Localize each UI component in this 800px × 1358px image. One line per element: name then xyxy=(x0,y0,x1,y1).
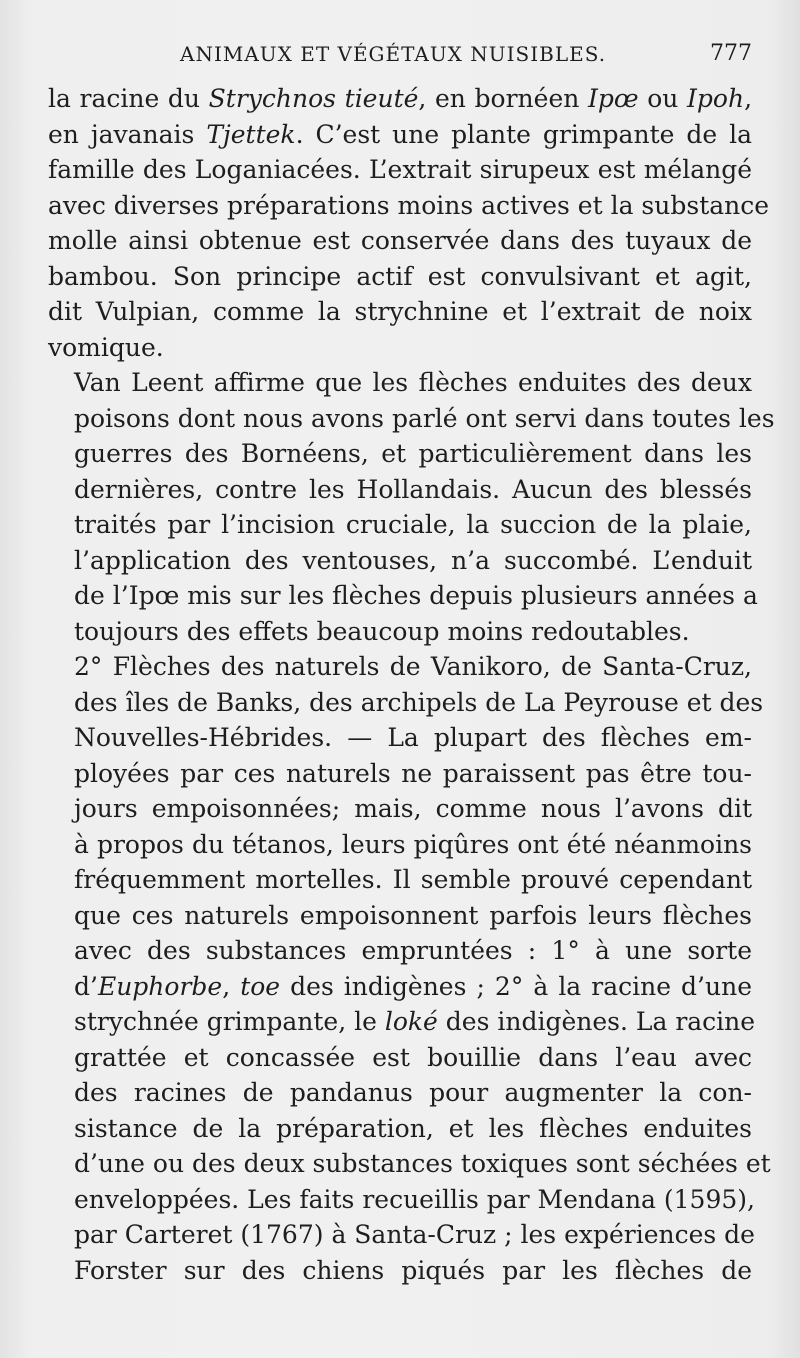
text-line: que ces naturels empoisonnent parfois leurs flèches xyxy=(74,900,752,930)
body-text xyxy=(48,81,775,1288)
text-line: d’une ou des deux substances toxiques sont séchées et xyxy=(74,1149,771,1178)
text-line: la racine du Strychnos tieuté, en bornéen Ipœ ou Ipoh, xyxy=(48,84,753,113)
italic-term: toe xyxy=(240,971,281,1001)
text-line: ployées par ces naturels ne paraissent pas être tou- xyxy=(74,758,752,788)
text-line: Nouvelles-Hébrides. — La plupart des flèches em- xyxy=(74,723,752,752)
text-line: des îles de Banks, des archipels de La Peyrouse et des xyxy=(74,687,764,717)
text-line: famille des Loganiacées. L’extrait sirupeux est mélangé xyxy=(48,155,752,184)
text-line: Van Leent affirme que les flèches enduites des deux xyxy=(74,368,752,397)
text-line: sistance de la préparation, et les flèches enduites xyxy=(74,1113,752,1143)
running-title: ANIMAUX ET VÉGÉTAUX NUISIBLES. xyxy=(180,42,607,66)
text-line: fréquemment mortelles. Il semble prouvé cependant xyxy=(74,865,752,894)
page-header xyxy=(0,34,800,74)
text-line: par Carteret (1767) à Santa-Cruz ; les expériences de xyxy=(74,1220,755,1249)
italic-term: Strychnos tieuté xyxy=(208,84,419,113)
text-line: avec diverses préparations moins actives et la substance xyxy=(48,190,770,220)
text-line: d’Euphorbe, toe des indigènes ; 2° à la racine d’une xyxy=(74,971,752,1001)
text-line: vomique. xyxy=(48,332,164,362)
text-line: dit Vulpian, comme la strychnine et l’extrait de noix xyxy=(48,297,752,326)
text-line: avec des substances empruntées : 1° à une sorte xyxy=(74,936,752,965)
italic-term: Tjettek xyxy=(206,119,296,149)
paragraph xyxy=(48,81,770,365)
text-line: dernières, contre les Hollandais. Aucun des blessés xyxy=(74,474,752,504)
text-line: en javanais Tjettek. C’est une plante grimpante de la xyxy=(48,119,752,149)
text-line: traités par l’incision cruciale, la succion de la plaie, xyxy=(74,510,752,539)
italic-term: Euphorbe xyxy=(97,971,223,1001)
text-line: des racines de pandanus pour augmenter la con- xyxy=(74,1078,752,1107)
paragraph xyxy=(48,365,775,649)
italic-term: Ipoh xyxy=(687,84,745,113)
text-line: poisons dont nous avons parlé ont servi dans toutes les xyxy=(74,403,775,433)
text-line: à propos du tétanos, leurs piqûres ont été néanmoins xyxy=(74,829,752,859)
text-line: strychnée grimpante, le loké des indigènes. La racine xyxy=(74,1007,756,1036)
text-line: jours empoisonnées; mais, comme nous l’avons dit xyxy=(74,794,752,823)
text-line: grattée et concassée est bouillie dans l’eau avec xyxy=(74,1042,752,1072)
paragraph xyxy=(48,649,771,1288)
text-line: enveloppées. Les faits recueillis par Mendana (1595), xyxy=(74,1184,755,1214)
text-line: molle ainsi obtenue est conservée dans des tuyaux de xyxy=(48,226,752,255)
italic-term: Ipœ xyxy=(587,84,639,113)
text-line: Forster sur des chiens piqués par les flèches de xyxy=(74,1255,752,1285)
text-line: bambou. Son principe actif est convulsivant et agit, xyxy=(48,261,752,291)
text-line: toujours des effets beaucoup moins redoutables. xyxy=(74,616,690,646)
page-number: 777 xyxy=(710,41,752,66)
text-line: de l’Ipœ mis sur les flèches depuis plusieurs années a xyxy=(74,581,758,610)
italic-term: loké xyxy=(384,1007,438,1036)
text-line: l’application des ventouses, n’a succombé. L’enduit xyxy=(74,545,752,575)
text-line: guerres des Bornéens, et particulièrement dans les xyxy=(74,439,752,468)
text-line: 2° Flèches des naturels de Vanikoro, de Santa-Cruz, xyxy=(74,652,752,681)
